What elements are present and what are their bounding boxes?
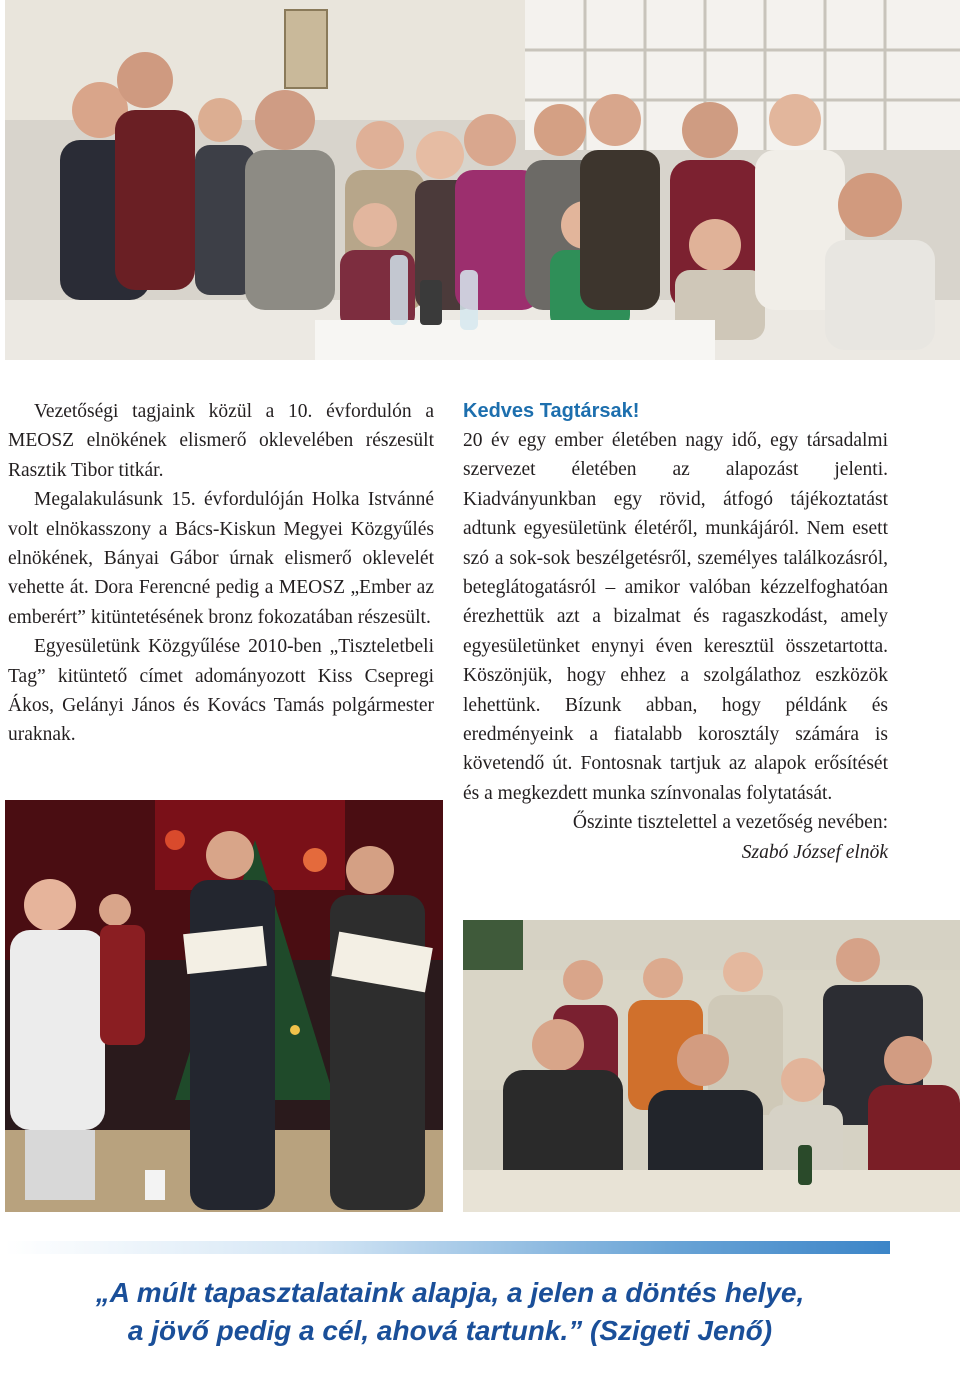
group-photo-top	[5, 0, 960, 360]
quote-line-1: „A múlt tapasztalataink alapja, a jelen a döntés helye,	[95, 1277, 805, 1308]
paragraph-anniversary-awards: Megalakulásunk 15. évfordulóján Holka Istvánné volt elnökasszony a Bács-Kiskun Megyei Közgyűlés elnökének, Bányai Gábor úrnak elismerő oklevelét vehette át. Dora Ferencné pedig a MEOSZ „Ember az emberért” kitüntetésének bronz fokozatában részesült.	[8, 489, 434, 628]
quote-line-2: a jövő pedig a cél, ahová tartunk.” (Szigeti Jenő)	[127, 1315, 773, 1346]
closing-quote	[0, 1274, 900, 1350]
letter-closing: Őszinte tisztelettel a vezetőség nevében:	[572, 812, 888, 834]
group-photo-bottom	[463, 920, 960, 1212]
award-ceremony-photo	[5, 800, 443, 1212]
letter-heading: Kedves Tagtársak!	[463, 400, 640, 422]
left-text-column	[8, 397, 434, 750]
paragraph-award-rasztik: Vezetőségi tagjaink közül a 10. évfordulón a MEOSZ elnökének elismerő oklevelében részesült Rasztik Tibor titkár.	[8, 401, 434, 481]
right-text-column	[463, 397, 888, 867]
letter-body: 20 év egy ember életében nagy idő, egy társadalmi szervezet életében az alapozást jelenti. Kiadványunkban egy rövid, átfogó tájékoztatást adtunk egyesületünk életéről, munkájáról. Nem esett szó a sok-sok beszélgetésről, személyes találkozásról, beteglátogatásról – amikor valóban kézzelfoghatóan érezhettük azt a bizalmat és ragaszkodást, amely egyesületünket enynyi éven keresztül összetartotta. Köszönjük, hogy ehhez a szolgálathoz eszközök lehettünk. Bízunk abban, hogy példánk és eredményeink a fiatalabb korosztály számára is követendő út. Fontosnak tartjuk az alapok erősítését és a megkezdett munka színvonalas folytatását.	[463, 430, 888, 804]
decorative-gradient-band	[5, 1241, 890, 1254]
paragraph-honorary-members: Egyesületünk Közgyűlése 2010-ben „Tiszteletbeli Tag” kitüntető címet adományozott Kiss Csepregi Ákos, Gelányi János és Kovács Tamás polgármester uraknak.	[8, 636, 434, 746]
letter-signature: Szabó József elnök	[741, 841, 888, 863]
